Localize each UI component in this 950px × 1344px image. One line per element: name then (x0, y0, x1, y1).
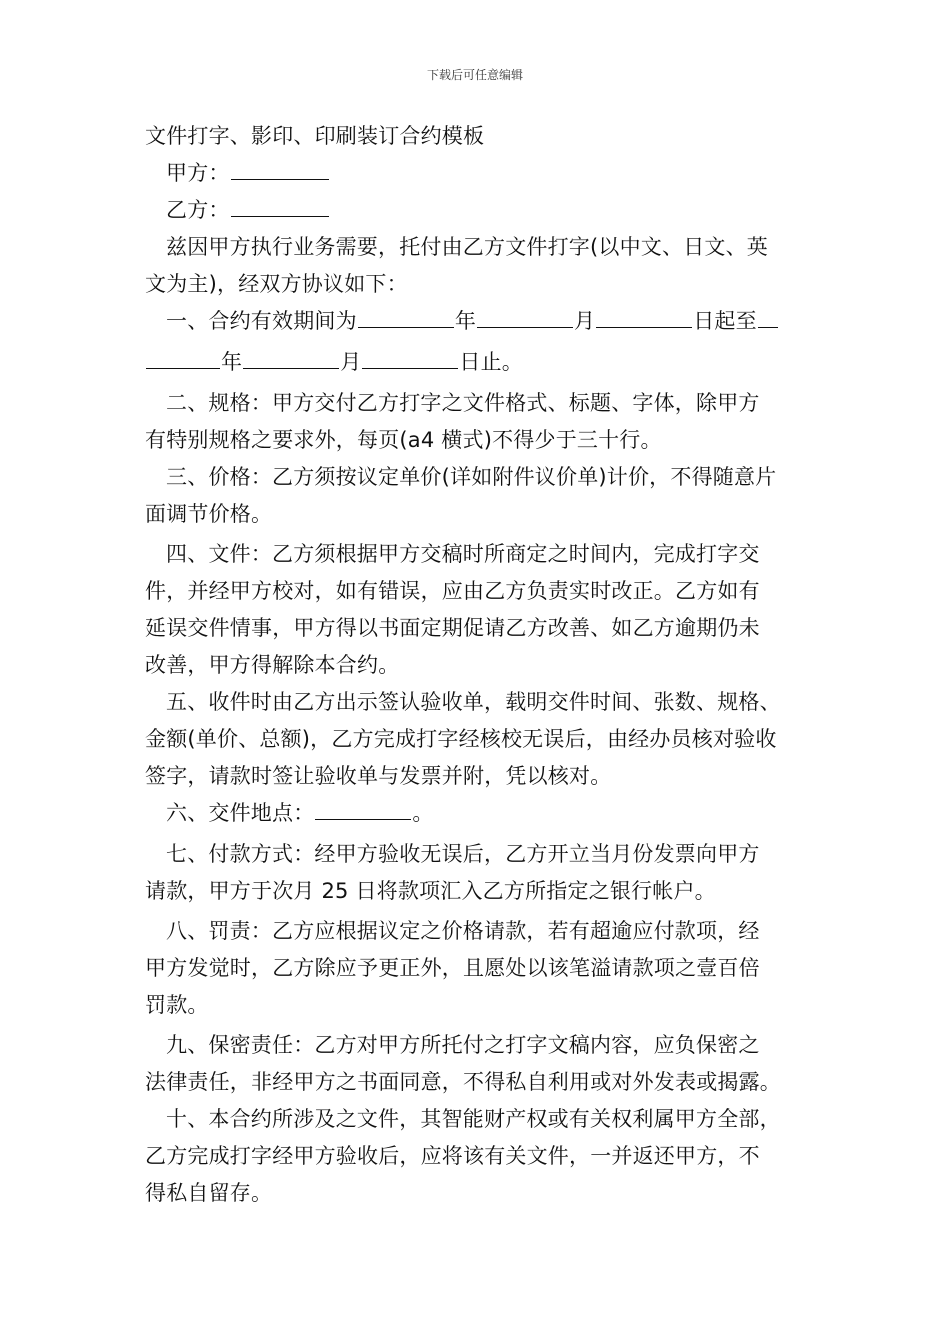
party-a-line (145, 155, 810, 192)
clause1-line-1 (145, 303, 810, 340)
clause7-line-2: 请款，甲方于次月 25 日将款项汇入乙方所指定之银行帐户。 (145, 879, 716, 903)
clause1-day-blank (596, 303, 692, 328)
clause9-line-2: 法律责任，非经甲方之书面同意，不得私自利用或对外发表或揭露。 (145, 1070, 781, 1094)
clause1-line-2 (145, 344, 810, 381)
clause8-line-2: 甲方发觉时，乙方除应予更正外，且愿处以该笔溢请款项之壹百倍 (145, 956, 760, 980)
clause1-month2: 月 (340, 350, 362, 374)
clause5-line-1: 五、收件时由乙方出示签认验收单，载明交件时间、张数、规格、 (166, 690, 781, 714)
clause1-year2: 年 (221, 350, 243, 374)
clause1-day-to: 日止。 (459, 350, 524, 374)
party-b-label: 乙方： (166, 198, 230, 222)
clause9-line-1: 九、保密责任：乙方对甲方所托付之打字文稿内容，应负保密之 (166, 1033, 760, 1057)
clause10-line-2: 乙方完成打字经甲方验收后，应将该有关文件，一并返还甲方，不 (145, 1144, 760, 1168)
clause1-day-from: 日起至 (693, 309, 757, 333)
clause7-line-1: 七、付款方式：经甲方验收无误后，乙方开立当月份发票向甲方 (166, 842, 760, 866)
clause4-line-2: 件，并经甲方校对，如有错误，应由乙方负责实时改正。乙方如有 (145, 579, 760, 603)
clause1-end-year-blank (146, 344, 220, 369)
page-header-note: 下载后可任意编辑 (426, 68, 523, 82)
intro-line-1: 兹因甲方执行业务需要，托付由乙方文件打字(以中文、日文、英 (166, 235, 768, 259)
party-a-label: 甲方： (166, 161, 230, 185)
clause4-line-4: 改善，甲方得解除本合约。 (145, 653, 400, 677)
clause6-location-blank (315, 795, 411, 820)
party-a-blank (231, 155, 329, 180)
party-b-line (145, 192, 810, 229)
clause6-line (145, 795, 810, 832)
clause1-month: 月 (574, 309, 596, 333)
clause4-line-3: 延误交件情事，甲方得以书面定期促请乙方改善、如乙方逾期仍未 (145, 616, 760, 640)
clause4-line-1: 四、文件：乙方须根据甲方交稿时所商定之时间内，完成打字交 (166, 542, 760, 566)
document-title: 文件打字、影印、印刷装订合约模板 (145, 124, 485, 148)
clause3-line-2: 面调节价格。 (145, 502, 273, 526)
clause10-line-1: 十、本合约所涉及之文件，其智能财产权或有关权利属甲方全部， (166, 1107, 781, 1131)
clause2-line-1: 二、规格：甲方交付乙方打字之文件格式、标题、字体，除甲方 (166, 391, 760, 415)
clause2-line-2: 有特别规格之要求外，每页(a4 横式)不得少于三十行。 (145, 428, 662, 452)
intro-line-2: 文为主)，经双方协议如下： (145, 272, 408, 296)
clause10-line-3: 得私自留存。 (145, 1181, 273, 1205)
clause1-end-year-blank-start (758, 303, 778, 328)
party-b-blank (231, 192, 329, 217)
clause5-line-3: 签字，请款时签让验收单与发票并附，凭以核对。 (145, 764, 612, 788)
clause1-year-blank (358, 303, 454, 328)
clause5-line-2: 金额(单价、总额)，乙方完成打字经核校无误后，由经办员核对验收 (145, 727, 777, 751)
clause1-year: 年 (454, 309, 477, 333)
clause1-month-blank (477, 303, 573, 328)
clause6-suffix: 。 (412, 801, 434, 825)
clause1-end-month-blank (243, 344, 339, 369)
clause6-prefix: 六、交件地点： (166, 801, 315, 825)
clause8-line-1: 八、罚责：乙方应根据议定之价格请款，若有超逾应付款项，经 (166, 919, 760, 943)
clause1-end-day-blank (362, 344, 458, 369)
clause3-line-1: 三、价格：乙方须按议定单价(详如附件议价单)计价，不得随意片 (166, 465, 777, 489)
clause8-line-3: 罚款。 (145, 993, 209, 1017)
contract-body (145, 118, 810, 1212)
clause1-prefix: 一、合约有效期间为 (166, 309, 357, 333)
